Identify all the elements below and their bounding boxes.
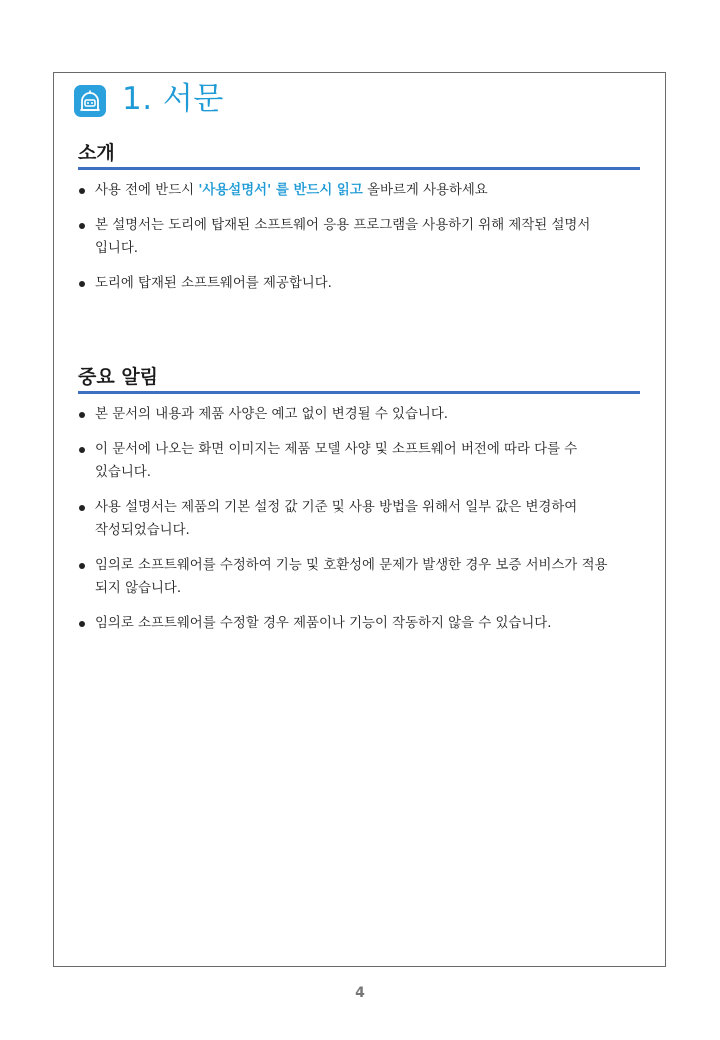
page-frame [53,72,666,967]
section-heading: 소개 [78,141,640,170]
chapter-header [74,79,224,119]
list-item [78,612,658,635]
list-item [78,214,658,260]
item-text-line1: 사용 설명서는 제품의 기본 설정 값 기준 및 사용 방법을 위해서 일부 값은 변경하여 [95,500,578,515]
bullet-icon [79,621,85,627]
list-item [78,496,658,542]
bullet-icon [79,223,85,229]
section-intro [78,141,640,295]
robot-icon [74,85,106,117]
item-text-line2: 되지 않습니다. [95,581,182,596]
item-text-line2: 입니다. [95,241,139,256]
notice-list [78,403,658,635]
section-notice [78,365,640,635]
page-number: 4 [355,985,365,1001]
chapter-title: 1. 서문 [122,81,224,117]
bullet-icon [79,563,85,569]
bullet-icon [79,412,85,418]
item-text: 임의로 소프트웨어를 수정할 경우 제품이나 기능이 작동하지 않을 수 있습니다. [95,616,552,631]
bullet-icon [79,447,85,453]
bullet-icon [79,505,85,511]
item-text-line2: 작성되었습니다. [95,523,190,538]
item-text-line1: 이 문서에 나오는 화면 이미지는 제품 모델 사양 및 소프트웨어 버전에 따라 다를 수 [95,442,578,457]
bullet-icon [79,188,85,194]
item-text-line1: 임의로 소프트웨어를 수정하여 기능 및 호환성에 문제가 발생한 경우 보증 서비스가 적용 [95,558,608,573]
list-item [78,272,658,295]
item-text-line2: 있습니다. [95,465,151,480]
item-text-line1: 본 설명서는 도리에 탑재된 소프트웨어 응용 프로그램을 사용하기 위해 제작된 설명서 [95,218,591,233]
item-text-highlight: '사용설명서' 를 반드시 읽고 [198,183,363,198]
item-text-suffix: 올바르게 사용하세요 [362,183,488,198]
item-text-prefix: 사용 전에 반드시 [95,183,199,198]
item-text: 본 문서의 내용과 제품 사양은 예고 없이 변경될 수 있습니다. [95,407,449,422]
list-item [78,438,658,484]
list-item [78,179,658,202]
section-heading: 중요 알림 [78,365,640,394]
list-item [78,554,658,600]
item-text: 도리에 탑재된 소프트웨어를 제공합니다. [95,276,332,291]
bullet-icon [79,281,85,287]
list-item [78,403,658,426]
intro-list [78,179,658,295]
